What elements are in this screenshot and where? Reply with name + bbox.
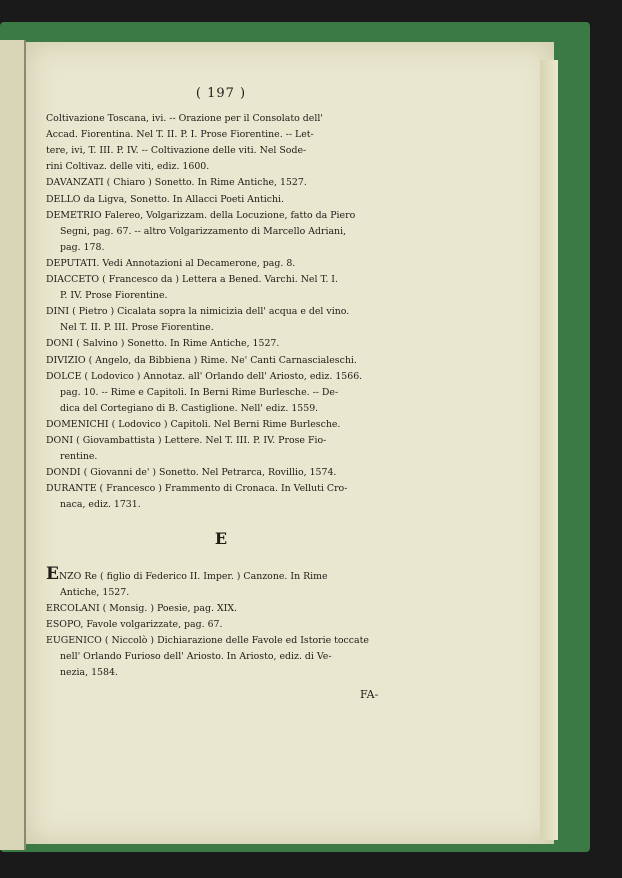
list-item [46, 256, 396, 272]
list-item [46, 617, 396, 633]
entry-line: Coltivazione Toscana, ivi. -- Orazione per il Consolato dell' [46, 113, 323, 125]
entry-line: nezia, 1584. [60, 667, 118, 679]
entry-line: ERCOLANI ( Monsig. ) Poesie, pag. XIX. [46, 602, 237, 614]
list-item [46, 272, 396, 304]
entry-line: DONI ( Salvino ) Sonetto. In Rime Antiche, 1527. [46, 338, 280, 350]
page-number: ( 197 ) [195, 86, 247, 101]
list-item [46, 465, 396, 481]
entry-line: rentine. [60, 451, 98, 463]
entry-line: DELLO da Ligva, Sonetto. In Allacci Poeti Antichi. [46, 193, 285, 205]
list-item [46, 633, 396, 681]
list-item [46, 369, 396, 417]
entry-line: DEMETRIO Falereo, Volgarizzam. della Locuzione, fatto da Piero [46, 209, 356, 221]
entry-line: rini Coltivaz. delle viti, ediz. 1600. [46, 161, 210, 173]
facing-page-edge [0, 40, 26, 850]
entry-line: nell' Orlando Furioso dell' Ariosto. In Ariosto, ediz. di Ve- [60, 651, 332, 662]
entry-line: DOLCE ( Lodovico ) Annotaz. all' Orlando dell' Ariosto, ediz. 1566. [46, 370, 363, 382]
entry-text: NZO Re ( figlio di Federico II. Imper. ) Canzone. In Rime [58, 570, 328, 582]
entries-e [46, 563, 396, 682]
entry-line: DURANTE ( Francesco ) Frammento di Cronaca. In Velluti Cro- [46, 483, 348, 495]
entry-line: ESOPO, Favole volgarizzate, pag. 67. [46, 618, 223, 630]
list-item [46, 481, 396, 513]
entry-line [46, 563, 396, 585]
entry-line: DAVANZATI ( Chiaro ) Sonetto. In Rime Antiche, 1527. [46, 177, 307, 189]
list-item [46, 304, 396, 336]
entry-line: P. IV. Prose Fiorentine. [60, 290, 168, 302]
drop-initial: E [46, 563, 59, 584]
list-item [46, 175, 396, 191]
entry-line: Antiche, 1527. [60, 586, 130, 598]
list-item [46, 563, 396, 601]
entry-line: Segni, pag. 67. -- altro Volgarizzamento di Marcello Adriani, [60, 225, 347, 237]
entry-line: dica del Cortegiano di B. Castiglione. Nell' ediz. 1559. [60, 402, 319, 414]
entry-line: DIACCETO ( Francesco da ) Lettera a Bened. Varchi. Nel T. I. [46, 274, 338, 286]
page-stack-edge [540, 60, 558, 840]
entry-line: DOMENICHI ( Lodovico ) Capitoli. Nel Berni Rime Burlesche. [46, 418, 341, 430]
entry-line: Nel T. II. P. III. Prose Fiorentine. [60, 322, 214, 334]
entry-line: DEPUTATI. Vedi Annotazioni al Decamerone, pag. 8. [46, 257, 296, 269]
entry-line: DONDI ( Giovanni de' ) Sonetto. Nel Petrarca, Rovillio, 1574. [46, 467, 337, 479]
list-item [46, 192, 396, 208]
list-item [46, 111, 396, 175]
entry-line: pag. 10. -- Rime e Capitoli. In Berni Rime Burlesche. -- De- [60, 386, 339, 398]
entry-line: EUGENICO ( Niccolò ) Dichiarazione delle Favole ed Istorie toccate [46, 634, 369, 646]
entry-line: DIVIZIO ( Angelo, da Bibbiena ) Rime. Ne' Canti Carnascialeschi. [46, 354, 357, 366]
entry-line: Accad. Fiorentina. Nel T. II. P. I. Prose Fiorentine. -- Let- [46, 129, 314, 141]
list-item [46, 433, 396, 465]
page-content [46, 86, 396, 681]
entry-line: DONI ( Giovambattista ) Lettere. Nel T. III. P. IV. Prose Fio- [46, 434, 327, 446]
entry-line: pag. 178. [60, 241, 105, 253]
entry-line: tere, ivi, T. III. P. IV. -- Coltivazione delle viti. Nel Sode- [46, 145, 307, 157]
list-item [46, 601, 396, 617]
list-item [46, 417, 396, 433]
entries-d [46, 111, 396, 513]
catchword: FA- [360, 688, 379, 701]
list-item [46, 353, 396, 369]
entry-line: DINI ( Pietro ) Cicalata sopra la nimicizia dell' acqua e del vino. [46, 306, 350, 318]
section-heading: E [214, 529, 228, 549]
list-item [46, 336, 396, 352]
list-item [46, 208, 396, 256]
entry-line: naca, ediz. 1731. [60, 499, 141, 511]
